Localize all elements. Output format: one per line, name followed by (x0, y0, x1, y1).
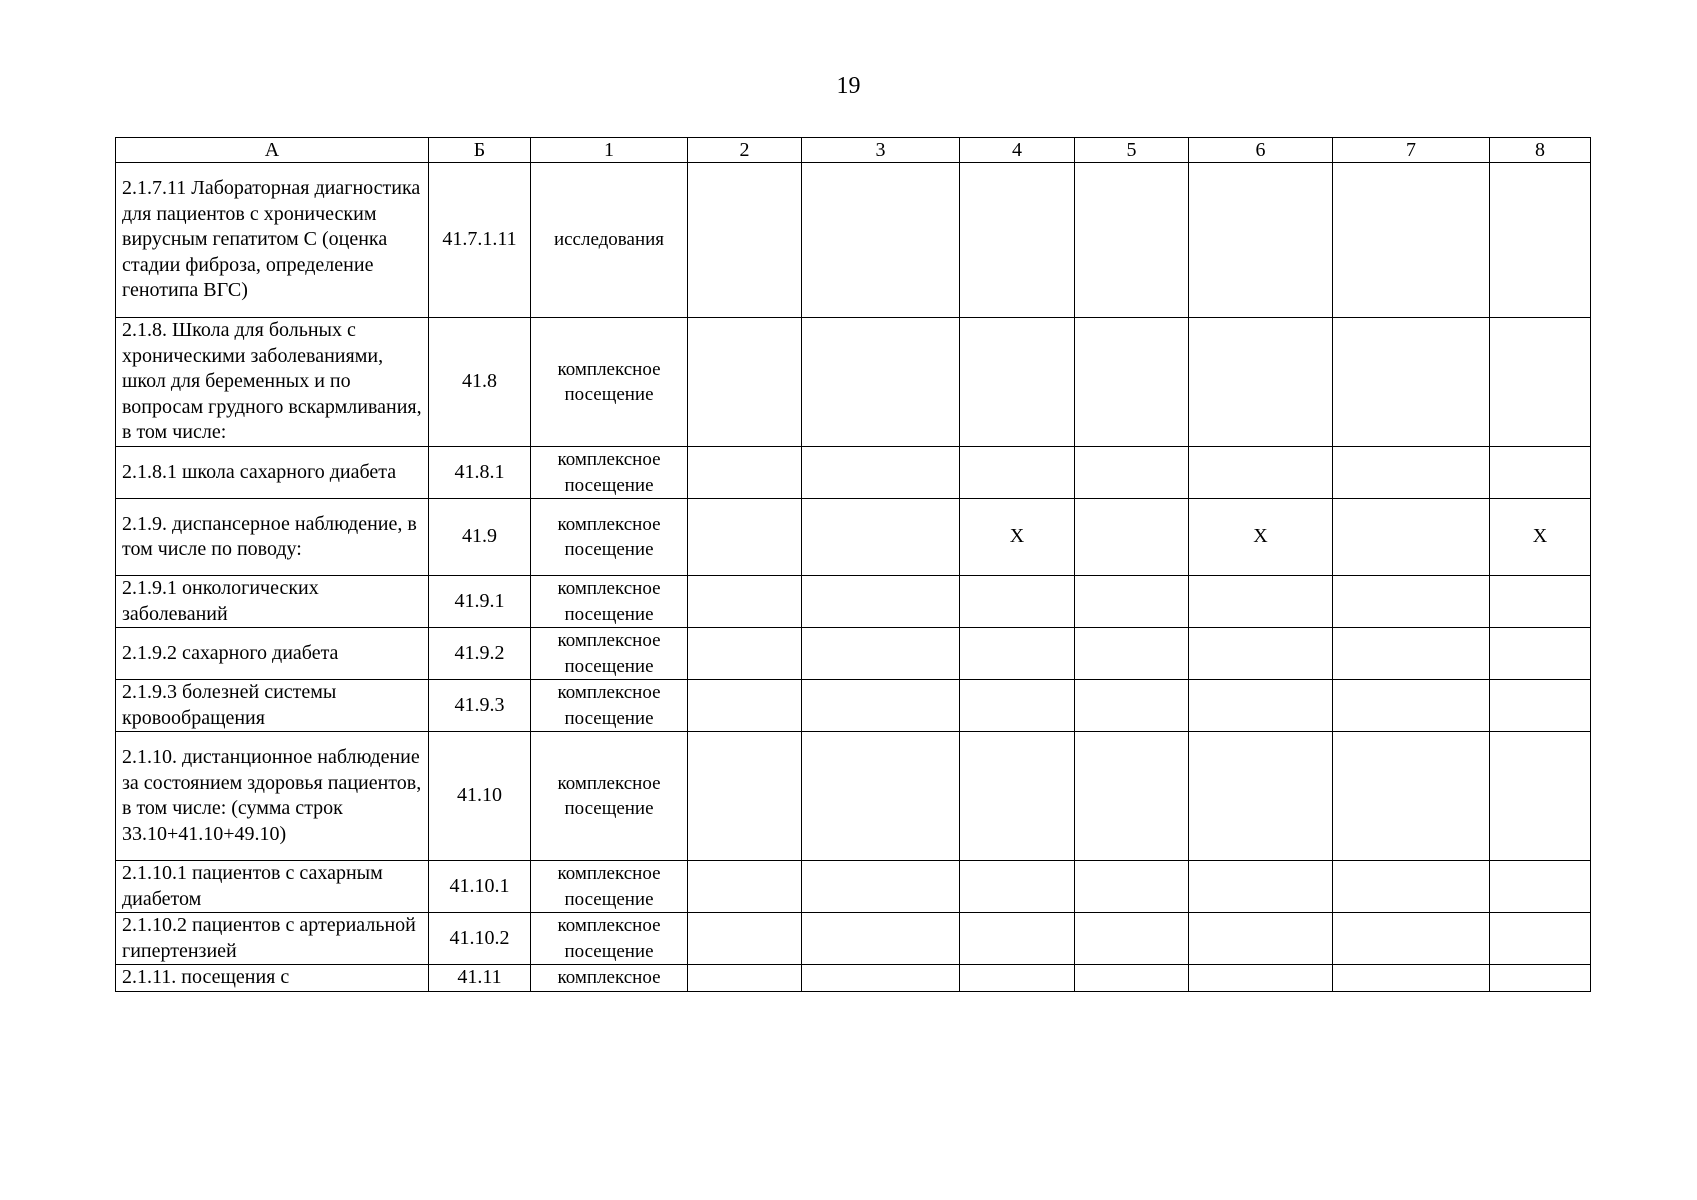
row-code: 41.10.1 (429, 861, 531, 913)
row-name: 2.1.10.1 пациентов с сахарным диабетом (116, 861, 429, 913)
row-value-3 (802, 861, 960, 913)
row-unit: исследования (531, 163, 688, 318)
row-code: 41.8 (429, 318, 531, 447)
row-code: 41.9.1 (429, 576, 531, 628)
header-cell-3: 3 (802, 138, 960, 163)
row-value-6 (1189, 861, 1333, 913)
row-value-6 (1189, 913, 1333, 965)
row-value-8 (1490, 913, 1591, 965)
row-value-7 (1333, 576, 1490, 628)
row-value-7 (1333, 965, 1490, 992)
table-row (116, 576, 1591, 628)
table-row (116, 861, 1591, 913)
row-value-3 (802, 628, 960, 680)
row-value-4 (960, 163, 1075, 318)
row-value-7 (1333, 913, 1490, 965)
row-value-3 (802, 965, 960, 992)
row-code: 41.11 (429, 965, 531, 992)
row-value-5 (1075, 965, 1189, 992)
table-row (116, 447, 1591, 499)
row-value-3 (802, 163, 960, 318)
table-row (116, 965, 1591, 992)
row-unit: комплексное посещение (531, 447, 688, 499)
header-row (116, 138, 1591, 163)
row-value-7 (1333, 499, 1490, 576)
row-code: 41.10.2 (429, 913, 531, 965)
row-value-5 (1075, 163, 1189, 318)
row-value-5 (1075, 447, 1189, 499)
row-value-2 (688, 913, 802, 965)
row-value-6 (1189, 732, 1333, 861)
row-value-4 (960, 447, 1075, 499)
row-value-6 (1189, 163, 1333, 318)
row-value-2 (688, 732, 802, 861)
row-value-8 (1490, 861, 1591, 913)
data-table (115, 137, 1591, 992)
row-value-5 (1075, 913, 1189, 965)
row-code: 41.9 (429, 499, 531, 576)
header-cell-b: Б (429, 138, 531, 163)
row-value-6 (1189, 680, 1333, 732)
row-value-8 (1490, 965, 1591, 992)
header-cell-8: 8 (1490, 138, 1591, 163)
row-name: 2.1.11. посещения с (116, 965, 429, 992)
row-value-6 (1189, 965, 1333, 992)
header-cell-2: 2 (688, 138, 802, 163)
row-value-2 (688, 163, 802, 318)
row-value-7 (1333, 318, 1490, 447)
row-name: 2.1.10.2 пациентов с артериальной гипертензией (116, 913, 429, 965)
row-value-3 (802, 576, 960, 628)
row-unit: комплексное посещение (531, 576, 688, 628)
header-cell-5: 5 (1075, 138, 1189, 163)
row-value-3 (802, 680, 960, 732)
row-name: 2.1.9.2 сахарного диабета (116, 628, 429, 680)
row-value-2 (688, 628, 802, 680)
row-name: 2.1.7.11 Лабораторная диагностика для пациентов с хроническим вирусным гепатитом С (оценка стадии фиброза, определение генотипа ВГС) (116, 163, 429, 318)
row-value-5 (1075, 628, 1189, 680)
row-value-4 (960, 576, 1075, 628)
row-name: 2.1.9.1 онкологических заболеваний (116, 576, 429, 628)
row-value-5 (1075, 680, 1189, 732)
row-value-8 (1490, 163, 1591, 318)
row-value-4 (960, 965, 1075, 992)
row-name: 2.1.9. диспансерное наблюдение, в том числе по поводу: (116, 499, 429, 576)
row-value-8 (1490, 628, 1591, 680)
row-value-7 (1333, 447, 1490, 499)
row-value-3 (802, 913, 960, 965)
row-unit: комплексное (531, 965, 688, 992)
row-value-8 (1490, 447, 1591, 499)
row-value-5 (1075, 576, 1189, 628)
row-unit: комплексное посещение (531, 861, 688, 913)
row-value-4 (960, 861, 1075, 913)
row-code: 41.7.1.11 (429, 163, 531, 318)
row-value-8: Х (1490, 499, 1591, 576)
row-value-8 (1490, 318, 1591, 447)
row-value-7 (1333, 861, 1490, 913)
row-value-4 (960, 680, 1075, 732)
row-value-7 (1333, 163, 1490, 318)
table-row (116, 732, 1591, 861)
page-number: 19 (836, 73, 861, 99)
row-value-2 (688, 680, 802, 732)
row-value-6: Х (1189, 499, 1333, 576)
row-value-7 (1333, 628, 1490, 680)
row-value-2 (688, 318, 802, 447)
row-name: 2.1.9.3 болезней системы кровообращения (116, 680, 429, 732)
table-row (116, 318, 1591, 447)
row-code: 41.9.2 (429, 628, 531, 680)
row-name: 2.1.8. Школа для больных с хроническими заболеваниями, школ для беременных и по вопросам грудного вскармливания, в том числе: (116, 318, 429, 447)
row-value-6 (1189, 576, 1333, 628)
row-value-2 (688, 447, 802, 499)
row-value-5 (1075, 318, 1189, 447)
row-value-4 (960, 318, 1075, 447)
row-value-6 (1189, 447, 1333, 499)
row-name: 2.1.10. дистанционное наблюдение за состоянием здоровья пациентов, в том числе: (сумма строк 33.10+41.10+49.10) (116, 732, 429, 861)
row-value-2 (688, 861, 802, 913)
row-value-4 (960, 913, 1075, 965)
table-row (116, 499, 1591, 576)
row-value-2 (688, 499, 802, 576)
row-unit: комплексное посещение (531, 499, 688, 576)
row-name: 2.1.8.1 школа сахарного диабета (116, 447, 429, 499)
row-value-7 (1333, 680, 1490, 732)
row-value-5 (1075, 861, 1189, 913)
header-cell-6: 6 (1189, 138, 1333, 163)
table-row (116, 913, 1591, 965)
row-unit: комплексное посещение (531, 913, 688, 965)
row-unit: комплексное посещение (531, 318, 688, 447)
row-value-5 (1075, 732, 1189, 861)
row-value-6 (1189, 628, 1333, 680)
table-row (116, 628, 1591, 680)
row-value-4 (960, 732, 1075, 861)
row-value-4 (960, 628, 1075, 680)
row-value-5 (1075, 499, 1189, 576)
row-unit: комплексное посещение (531, 628, 688, 680)
row-value-8 (1490, 732, 1591, 861)
row-value-3 (802, 499, 960, 576)
header-cell-1: 1 (531, 138, 688, 163)
row-value-4: Х (960, 499, 1075, 576)
row-value-3 (802, 447, 960, 499)
row-code: 41.9.3 (429, 680, 531, 732)
table-row (116, 163, 1591, 318)
table-body (116, 163, 1591, 992)
row-value-3 (802, 732, 960, 861)
row-value-8 (1490, 576, 1591, 628)
row-value-8 (1490, 680, 1591, 732)
header-cell-4: 4 (960, 138, 1075, 163)
row-value-3 (802, 318, 960, 447)
row-unit: комплексное посещение (531, 680, 688, 732)
row-value-6 (1189, 318, 1333, 447)
row-unit: комплексное посещение (531, 732, 688, 861)
header-cell-7: 7 (1333, 138, 1490, 163)
row-value-2 (688, 576, 802, 628)
table-row (116, 680, 1591, 732)
row-value-2 (688, 965, 802, 992)
row-code: 41.8.1 (429, 447, 531, 499)
row-value-7 (1333, 732, 1490, 861)
header-cell-a: А (116, 138, 429, 163)
row-code: 41.10 (429, 732, 531, 861)
